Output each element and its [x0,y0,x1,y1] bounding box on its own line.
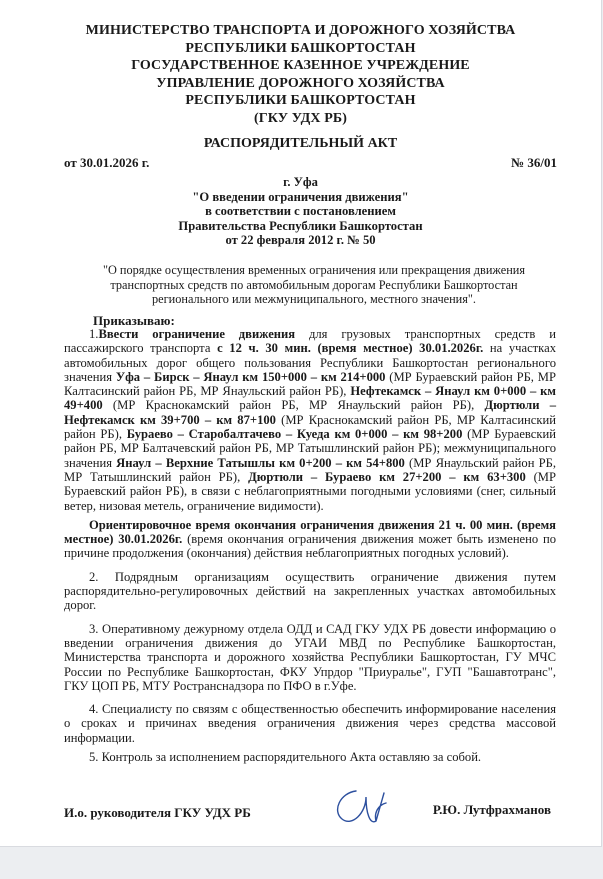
letterhead-line: ГОСУДАРСТВЕННОЕ КАЗЕННОЕ УЧРЕЖДЕНИЕ [131,58,470,74]
paragraph-1-end-time: Ориентировочное время окончания ограничения движения 21 ч. 00 мин. (время местное) 30.01.2026г. (время окончания ограничения движения может быть изменено по причине продолжения (окончания) действия неблагоприятных погодных условий). [64,517,556,561]
signer-name: Р.Ю. Лутфрахманов [432,802,551,817]
paragraph-2: 2. Подрядным организациям осуществить ограничение движения путем распорядительно-регулировочных действий на закрепленных участках автомобильных дорог. [64,569,556,613]
act-city: г. Уфа [283,175,318,189]
act-basis-line: в соответствии с постановлением [205,204,396,219]
act-date: от 30.01.2026 г. [64,155,150,170]
paragraph-3: 3. Оперативному дежурному отдела ОДД и САД ГКУ УДХ РБ довести информацию о введении ограничения движения до УГАИ МВД по Республике Башкортостан, Министерства транспорта и дорожного хозяйства Республики Башкортостан, ГУ МЧС России по Республике Башкортостан, ФКУ Упрдор "Приуралье", ГУП "Башавтотранс", ГКУ ЦОП РБ, МТУ Ространснадзора по ПФО в г.Уфе. [64,621,556,693]
act-body [64,327,556,764]
order-word: Приказываю: [93,313,175,328]
handwritten-signature [326,783,396,831]
letterhead [0,22,601,128]
act-number: № 36/01 [511,155,557,170]
act-basis-line: от 22 февраля 2012 г. № 50 [225,233,376,248]
letterhead-line: МИНИСТЕРСТВО ТРАНСПОРТА И ДОРОЖНОГО ХОЗЯЙСТВА [85,23,516,38]
letterhead-line: РЕСПУБЛИКИ БАШКОРТОСТАН [185,40,416,56]
act-subject-block [0,175,601,248]
resolution-quote: "О порядке осуществления временных ограничения или прекращения движения транспортных средств по автомобильным дорогам Республики Башкортостан регионального или межмуниципального, местного значения". [102,263,526,307]
signature-stroke [338,791,386,822]
letterhead-line: УПРАВЛЕНИЕ ДОРОЖНОГО ХОЗЯЙСТВА [156,75,445,91]
act-basis-line: Правительства Республики Башкортостан [178,218,423,233]
act-title: РАСПОРЯДИТЕЛЬНЫЙ АКТ [203,136,398,151]
paragraph-4: 4. Специалисту по связям с общественностью обеспечить информирование населения о сроках и причинах введения ограничения движения через средства массовой информации. [64,702,556,745]
paragraph-1: 1.Ввести ограничение движения для грузовых транспортных средств и пассажирского транспорта с 12 ч. 30 мин. (время местное) 30.01.2026г. на участках автомобильных дорог общего пользования Республики Башкортостан регионального значения Уфа – Бирск – Янаул км 150+000 – км 214+000 (МР Бураевский район РБ, МР Калтасинский район РБ, МР Янаульский район РБ), Нефтекамск – Янаул км 0+000 – км 49+400 (МР Краснокамский район РБ, МР Янаульский район РБ), Дюртюли – Нефтекамск км 39+700 – км 87+100 (МР Краснокамский район РБ, МР Калтасинский район РБ), Бураево – Старобалтачево – Куеда км 0+000 – км 98+200 (МР Бураевский район РБ, МР Балтачевский район РБ, МР Татышлинский район РБ); межмуниципального значения Янаул – Верхние Татышлы км 0+200 – км 54+800 (МР Янаульский район РБ, МР Татышлинский район РБ), Дюртюли – Бураево км 27+200 – км 63+300 (МР Бураевский район РБ), в связи с неблагоприятными погодными условиями (снег, сильный ветер, низовая метель, ограничение видимости). [64,327,557,513]
paragraph-5: 5. Контроль за исполнением распорядительного Акта оставляю за собой. [89,750,482,765]
letterhead-line: РЕСПУБЛИКИ БАШКОРТОСТАН [185,93,416,109]
letterhead-line: (ГКУ УДХ РБ) [254,110,347,126]
act-subject: "О введении ограничения движения" [192,189,409,204]
signer-position: И.о. руководителя ГКУ УДХ РБ [64,805,251,820]
